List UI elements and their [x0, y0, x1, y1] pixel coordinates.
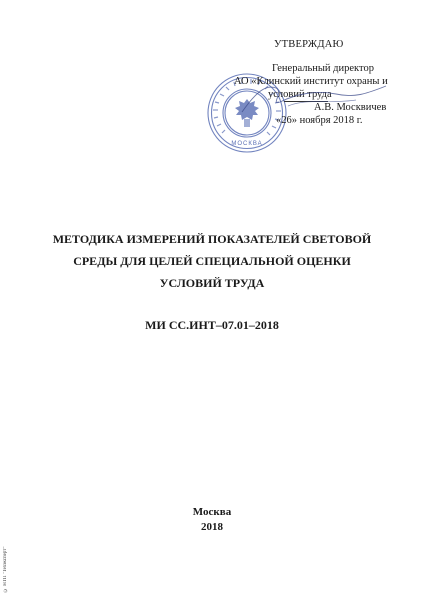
document-title-line-1: МЕТОДИКА ИЗМЕРЕНИЙ ПОКАЗАТЕЛЕЙ СВЕТОВОЙ [52, 232, 372, 246]
document-title-line-2: СРЕДЫ ДЛЯ ЦЕЛЕЙ СПЕЦИАЛЬНОЙ ОЦЕНКИ [73, 254, 351, 268]
document-city: Москва [192, 506, 232, 518]
approval-heading: УТВЕРЖДАЮ [274, 39, 344, 50]
handwritten-signature-icon [236, 72, 396, 122]
side-note: © НТП "Техэксперт" [3, 546, 8, 592]
document-title-line-3: УСЛОВИЙ ТРУДА [159, 276, 265, 290]
seal-city-text: МОСКВА [231, 141, 263, 147]
approval-position-line-1: Генеральный директор [272, 63, 374, 74]
approval-signatory: А.В. Москвичев [314, 102, 387, 113]
document-title [40, 228, 384, 294]
document-place-year [40, 505, 384, 535]
document-year: 2018 [201, 521, 223, 533]
approval-position-line-3: условий труда [268, 89, 332, 100]
approval-position-line-2: АО «Клинский институт охраны и [234, 76, 388, 87]
approval-date: «26» ноября 2018 г. [276, 115, 363, 126]
document-code: МИ СС.ИНТ–07.01–2018 [145, 318, 279, 332]
